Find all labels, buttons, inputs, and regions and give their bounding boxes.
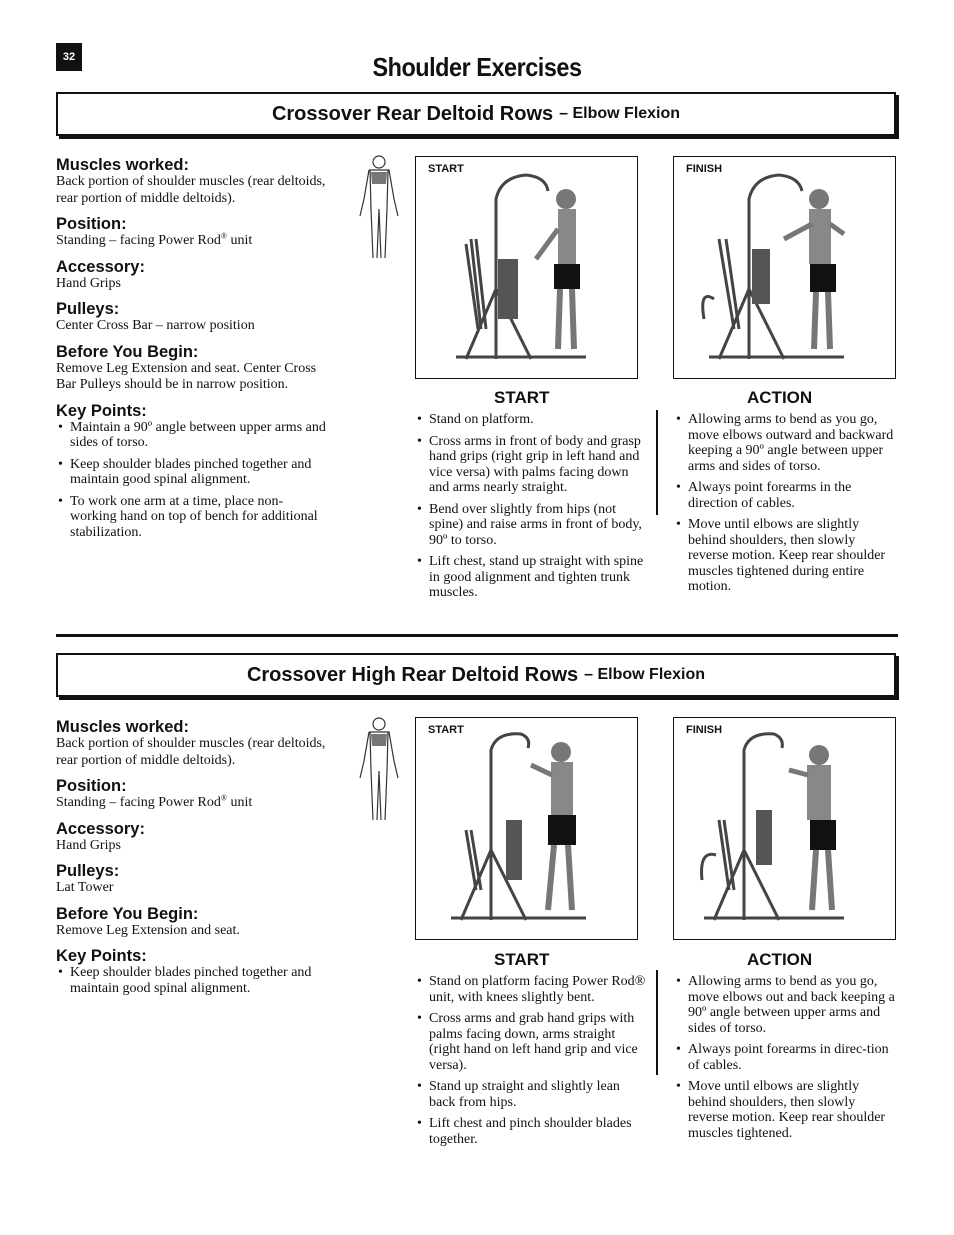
finish-photo [673, 156, 896, 379]
pulleys-label: Pulleys: [56, 300, 120, 318]
before-text: Remove Leg Extension and seat. Center Cross Bar Pulleys should be in narrow position. [56, 360, 317, 392]
list-item: • Maintain a 90º angle between upper arms and sides of torso. [56, 420, 326, 451]
key-points-label: Key Points: [56, 401, 147, 420]
finish-photo-label: FINISH [686, 163, 723, 175]
before-label: Before You Begin: [56, 342, 199, 361]
position-value: Standing – facing Power Rod [56, 795, 221, 810]
start-steps [415, 974, 647, 1147]
list-item: • Lift chest, stand up straight with spine in good alignment and tighten trunk muscles. [415, 554, 647, 601]
list-item: • Bend over slightly from hips (not spine) and raise arms in front of body, 90º to torso. [415, 502, 647, 549]
section-2-header [56, 653, 896, 697]
before-text: Remove Leg Extension and seat. [56, 922, 240, 938]
position-tail: unit [226, 795, 253, 810]
anatomy-figure-icon [356, 716, 402, 824]
start-photo-label: START [428, 163, 464, 175]
page-title: Shoulder Exercises [372, 52, 582, 82]
position-label: Position: [56, 777, 127, 795]
list-item: • Stand up straight and slightly lean back from hips. [415, 1079, 647, 1110]
section-1-details [56, 156, 326, 546]
list-item: • Cross arms and grab hand grips with palms facing down, arms straight (right hand on left hand grip and vice versa). [415, 1011, 647, 1073]
registered-mark: ® [220, 793, 227, 803]
start-heading: START [494, 388, 550, 407]
muscles-text: Back portion of shoulder muscles (rear deltoids, rear portion of middle deltoids). [56, 174, 326, 206]
list-item: • Allowing arms to bend as you go, move elbows outward and backward keeping a 90º angle between upper arms and sides of torso. [674, 412, 896, 474]
registered-mark: ® [220, 231, 227, 241]
start-photo [415, 717, 638, 940]
action-heading: ACTION [747, 950, 813, 969]
start-photo [415, 156, 638, 379]
position-tail: unit [226, 233, 253, 248]
home-gym-machine-illustration [694, 169, 874, 369]
accessory-text: Hand Grips [56, 837, 121, 853]
pulleys-text: Lat Tower [56, 880, 114, 895]
muscles-text: Back portion of shoulder muscles (rear deltoids, rear portion of middle deltoids). [56, 736, 326, 768]
accessory-text: Hand Grips [56, 275, 121, 291]
anatomy-figure-icon [356, 154, 402, 262]
action-heading: ACTION [747, 388, 813, 407]
page-number: 32 [56, 43, 82, 71]
position-value: Standing – facing Power Rod [56, 233, 221, 248]
section-divider [56, 634, 898, 637]
home-gym-machine-illustration [436, 730, 616, 930]
list-item: • Stand on platform facing Power Rod® unit, with knees slightly bent. [415, 974, 647, 1005]
muscles-label: Muscles worked: [56, 156, 189, 174]
accessory-label: Accessory: [56, 257, 145, 276]
list-item: • Move until elbows are slightly behind shoulders, then slowly reverse motion. Keep rear shoulder muscles tightened during entire motion. [674, 517, 896, 595]
start-column [415, 950, 647, 1153]
home-gym-machine-illustration [436, 169, 616, 369]
start-heading: START [494, 950, 550, 969]
section-subtitle: – Elbow Flexion [584, 666, 706, 683]
list-item: • Keep shoulder blades pinched together and maintain good spinal alignment. [56, 965, 326, 996]
list-item: • Allowing arms to bend as you go, move elbows out and back keeping a 90º angle between upper arms and sides of torso. [674, 974, 896, 1036]
action-column [674, 388, 896, 601]
before-label: Before You Begin: [56, 904, 199, 923]
section-subtitle: – Elbow Flexion [559, 105, 681, 122]
key-points-list [56, 420, 326, 541]
list-item: • Keep shoulder blades pinched together and maintain good spinal alignment. [56, 457, 326, 488]
section-1-header [56, 92, 896, 136]
section-title: Crossover High Rear Deltoid Rows [246, 663, 579, 686]
list-item: • Always point forearms in direc-tion of cables. [674, 1042, 896, 1073]
key-points-list [56, 965, 326, 996]
start-photo-label: START [428, 724, 464, 736]
list-item: • Lift chest and pinch shoulder blades together. [415, 1116, 647, 1147]
accessory-label: Accessory: [56, 819, 145, 838]
position-text [56, 795, 326, 812]
list-item: • To work one arm at a time, place non-working hand on top of bench for additional stabilization. [56, 494, 326, 541]
home-gym-machine-illustration [694, 730, 874, 930]
list-item: • Move until elbows are slightly behind shoulders, then slowly reverse motion. Keep rear shoulder muscles tightened. [674, 1079, 896, 1141]
action-column [674, 950, 896, 1147]
section-2-details [56, 718, 326, 1002]
action-steps [674, 412, 896, 595]
position-label: Position: [56, 215, 127, 233]
list-item: • Always point forearms in the direction of cables. [674, 480, 896, 511]
start-steps [415, 412, 647, 601]
list-item: • Stand on platform. [415, 412, 647, 428]
list-item: • Cross arms in front of body and grasp hand grips (right grip in left hand and vice versa) with palms facing down and arms nearly straight. [415, 434, 647, 496]
column-divider [656, 970, 658, 1075]
position-text [56, 233, 326, 250]
column-divider [656, 410, 658, 515]
start-column [415, 388, 647, 607]
pulleys-text: Center Cross Bar – narrow position [56, 318, 255, 333]
finish-photo-label: FINISH [686, 724, 723, 736]
section-title: Crossover Rear Deltoid Rows [271, 102, 554, 125]
finish-photo [673, 717, 896, 940]
key-points-label: Key Points: [56, 947, 147, 965]
pulleys-label: Pulleys: [56, 862, 120, 880]
action-steps [674, 974, 896, 1141]
muscles-label: Muscles worked: [56, 718, 189, 736]
